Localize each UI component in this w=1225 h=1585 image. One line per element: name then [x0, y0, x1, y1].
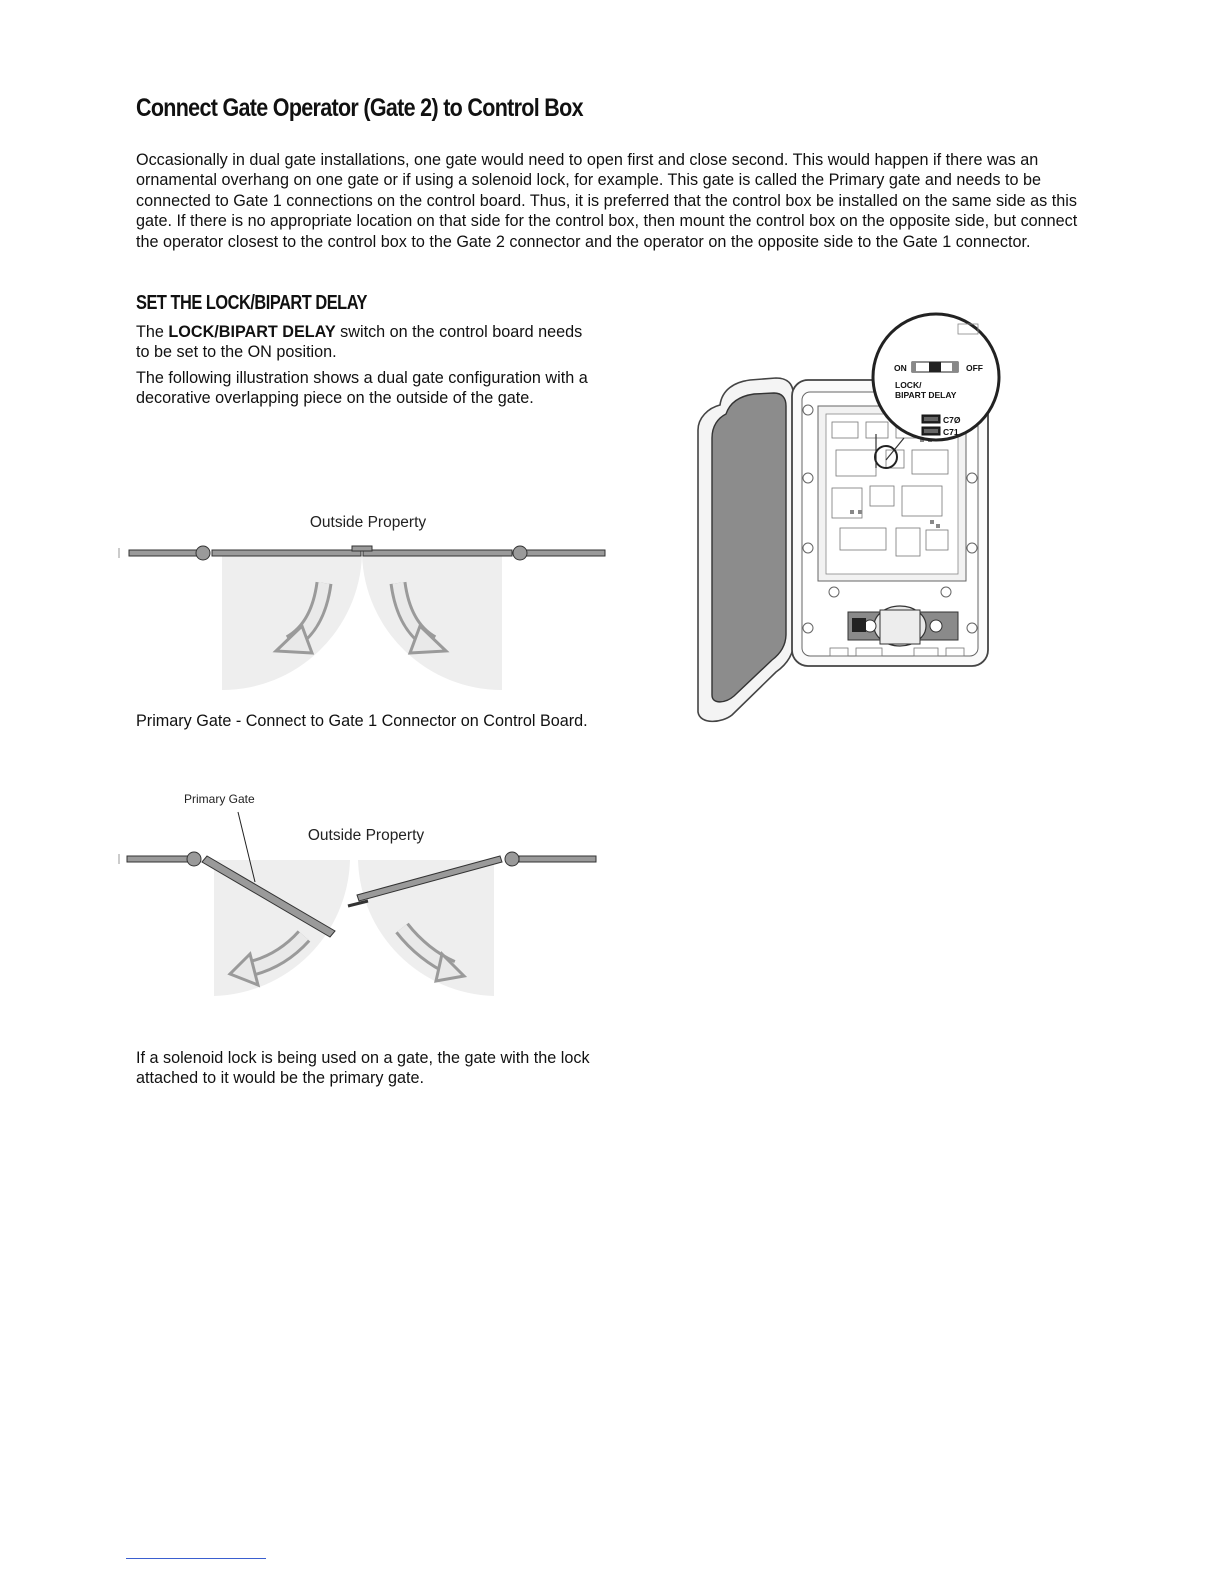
right-fence [521, 550, 605, 556]
opening-gate-diagram [116, 788, 610, 1003]
primary-gate-caption: Primary Gate - Connect to Gate 1 Connector on Control Board. [136, 712, 588, 730]
footer-rule [126, 1558, 266, 1559]
capacitor-c70-label: C7Ø [943, 415, 961, 425]
page-title: Connect Gate Operator (Gate 2) to Control Box [136, 94, 583, 122]
closed-gate-diagram [116, 505, 610, 700]
secondary-overlap-piece [348, 901, 368, 906]
left-fence [129, 550, 203, 556]
left-gate [212, 550, 361, 556]
switch-instruction-suffix: switch on the control board needs to be set to the ON position. [136, 323, 583, 362]
switch-off-label: OFF [966, 363, 983, 373]
left-swing-area [222, 555, 362, 690]
dip-switch-slider [929, 362, 941, 372]
switch-instruction-prefix: The [136, 323, 169, 341]
intro-paragraph: Occasionally in dual gate installations, one gate would need to open first and close second. This would happen if there was an ornamental overhang on one gate or if using a solenoid lock, for example. This gate is called the Primary gate and needs to be connected to Gate 1 connections on the control board. Thus, it is preferred that the control box be installed on the same side as this gate. If there is no appropriate location on that side for the control box, then mount the control box on the opposite side, but connect the operator closest to the control box to the Gate 2 connector and the operator on the opposite side to the Gate 1 connector. [136, 151, 1078, 251]
illustration-intro: The following illustration shows a dual gate configuration with a decorative overlapping piece on the outside of the gate. [136, 369, 588, 408]
left-hinge [196, 546, 210, 560]
switch-on-label: ON [894, 363, 907, 373]
control-box-door [698, 378, 794, 721]
solenoid-lock-caption: If a solenoid lock is being used on a gate, the gate with the lock attached to it would be the primary gate. [136, 1049, 590, 1088]
right-fence [519, 856, 596, 862]
switch-name-line-2: BIPART DELAY [895, 390, 957, 400]
left-fence [127, 856, 194, 862]
left-hinge [187, 852, 201, 866]
switch-name: LOCK/BIPART DELAY [168, 323, 336, 341]
transformer-core [880, 610, 920, 644]
right-hinge [505, 852, 519, 866]
section-heading: SET THE LOCK/BIPART DELAY [136, 292, 367, 314]
overlap-piece [352, 546, 372, 551]
switch-name-line-1: LOCK/ [895, 380, 922, 390]
right-hinge [513, 546, 527, 560]
right-gate [363, 550, 512, 556]
primary-gate-callout: Primary Gate [184, 792, 255, 806]
outside-property-label: Outside Property [307, 827, 425, 844]
switch-instruction [136, 322, 596, 363]
outside-property-label: Outside Property [309, 514, 427, 531]
control-box-illustration [690, 310, 1010, 735]
capacitor-c71-label: C71 [943, 427, 959, 437]
right-swing-area [362, 555, 502, 690]
